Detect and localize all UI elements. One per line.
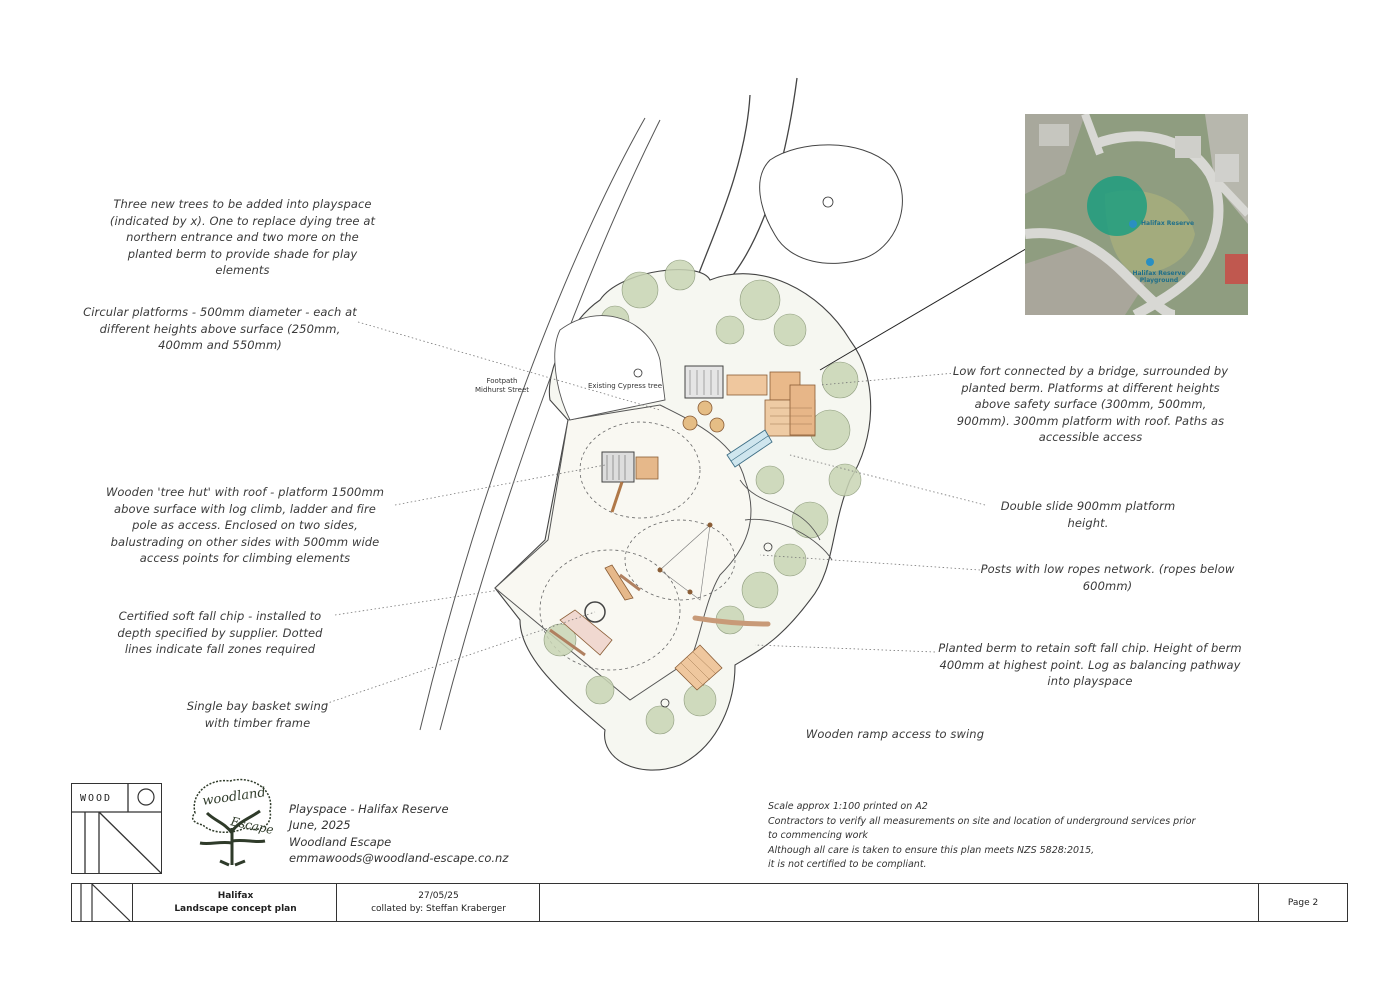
map-graphic [1025,114,1248,315]
plan-name: Landscape concept plan [174,904,297,914]
logo-mark [71,783,162,874]
note-platforms: Circular platforms - 500mm diameter - each at different heights above surface (250mm, 400mm and 550mm) [83,305,357,352]
map-reserve-label: Halifax Reserve [1141,220,1195,227]
note-berm: Planted berm to retain soft fall chip. Height of berm 400mm at highest point. Log as balancing pathway into playspace [938,641,1242,688]
existing-tree-canopy [760,145,903,264]
circular-platform-3 [710,418,724,432]
title-block-page-cell [1258,884,1347,921]
note-tree-hut: Wooden 'tree hut' with roof - platform 1500mm above surface with log climb, ladder and fire pole as access. Enclosed on two sides, balustrading on other sides with 500mm wide access points for climbing elements [105,485,385,565]
note-soft-fall: Certified soft fall chip - installed to depth specified by supplier. Dotted lines indicate fall zones required [117,609,323,656]
note-slide: Double slide 900mm platform height. [1000,499,1176,530]
title-block-mark [72,884,132,921]
disclaimer-contractors: Contractors to verify all measurements on site and location of underground services prior [768,815,1196,827]
note-ramp: Wooden ramp access to swing [805,727,985,741]
svg-text:woodland: woodland [201,785,267,809]
note-ropes: Posts with low ropes network. (ropes below 600mm) [980,562,1235,593]
disclaimer-not-certified: it is not certified to be compliant. [768,859,927,870]
note-trees: Three new trees to be added into playspace (indicated by x). One to replace dying tree at northern entrance and two more on the planted berm to provide shade for play elements [109,197,376,277]
map-highlight [1087,176,1147,236]
disclaimer-notes [768,800,1195,873]
title-block-blank-cell [539,884,1259,921]
note-fort: Low fort connected by a bridge, surrounded by planted berm. Platforms at different heights above safety surface (300mm, 500mm, 900mm). 300mm platform with roof. Paths as accessible access [952,364,1229,444]
svg-text:Escape: Escape [229,814,275,837]
project-date: June, 2025 [289,818,351,833]
project-info [289,801,508,866]
footpath-label [470,377,534,395]
footpath-label-text: Footpath [486,377,518,385]
tree-hut-platform [636,457,658,479]
project-email: emmawoods@woodland-escape.co.nz [289,850,509,865]
title-block [71,883,1348,922]
circular-platform-1 [683,416,697,430]
note-swing: Single bay basket swing with timber frame [186,699,329,730]
title-block-date-cell [336,884,540,921]
map-playground-label: Halifax Reserve Playground [1132,270,1186,284]
location-map-inset [1025,114,1248,315]
fort-platform-1 [727,375,767,395]
fort-platform-4 [790,385,815,435]
page-number: Page 2 [1287,898,1319,908]
logo-word: WOOD [80,793,113,804]
project-company: Woodland Escape [289,834,392,849]
disclaimer-standard: Although all care is taken to ensure this plan meets NZS 5828:2015, [768,844,1095,856]
site-name: Halifax [217,891,254,901]
woodland-escape-logo [185,773,280,868]
collated-by: collated by: Steffan Kraberger [371,904,506,914]
plan-date: 27/05/25 [418,891,459,901]
disclaimer-contractors-cont: to commencing work [768,830,868,841]
street-label-text: Midhurst Street [474,386,530,394]
disclaimer-scale: Scale approx 1:100 printed on A2 [768,801,928,812]
project-title: Playspace - Halifax Reserve [289,802,449,816]
wood-logo [71,783,162,874]
cypress-label: Existing Cypress tree [587,382,663,390]
circular-platform-2 [698,401,712,415]
